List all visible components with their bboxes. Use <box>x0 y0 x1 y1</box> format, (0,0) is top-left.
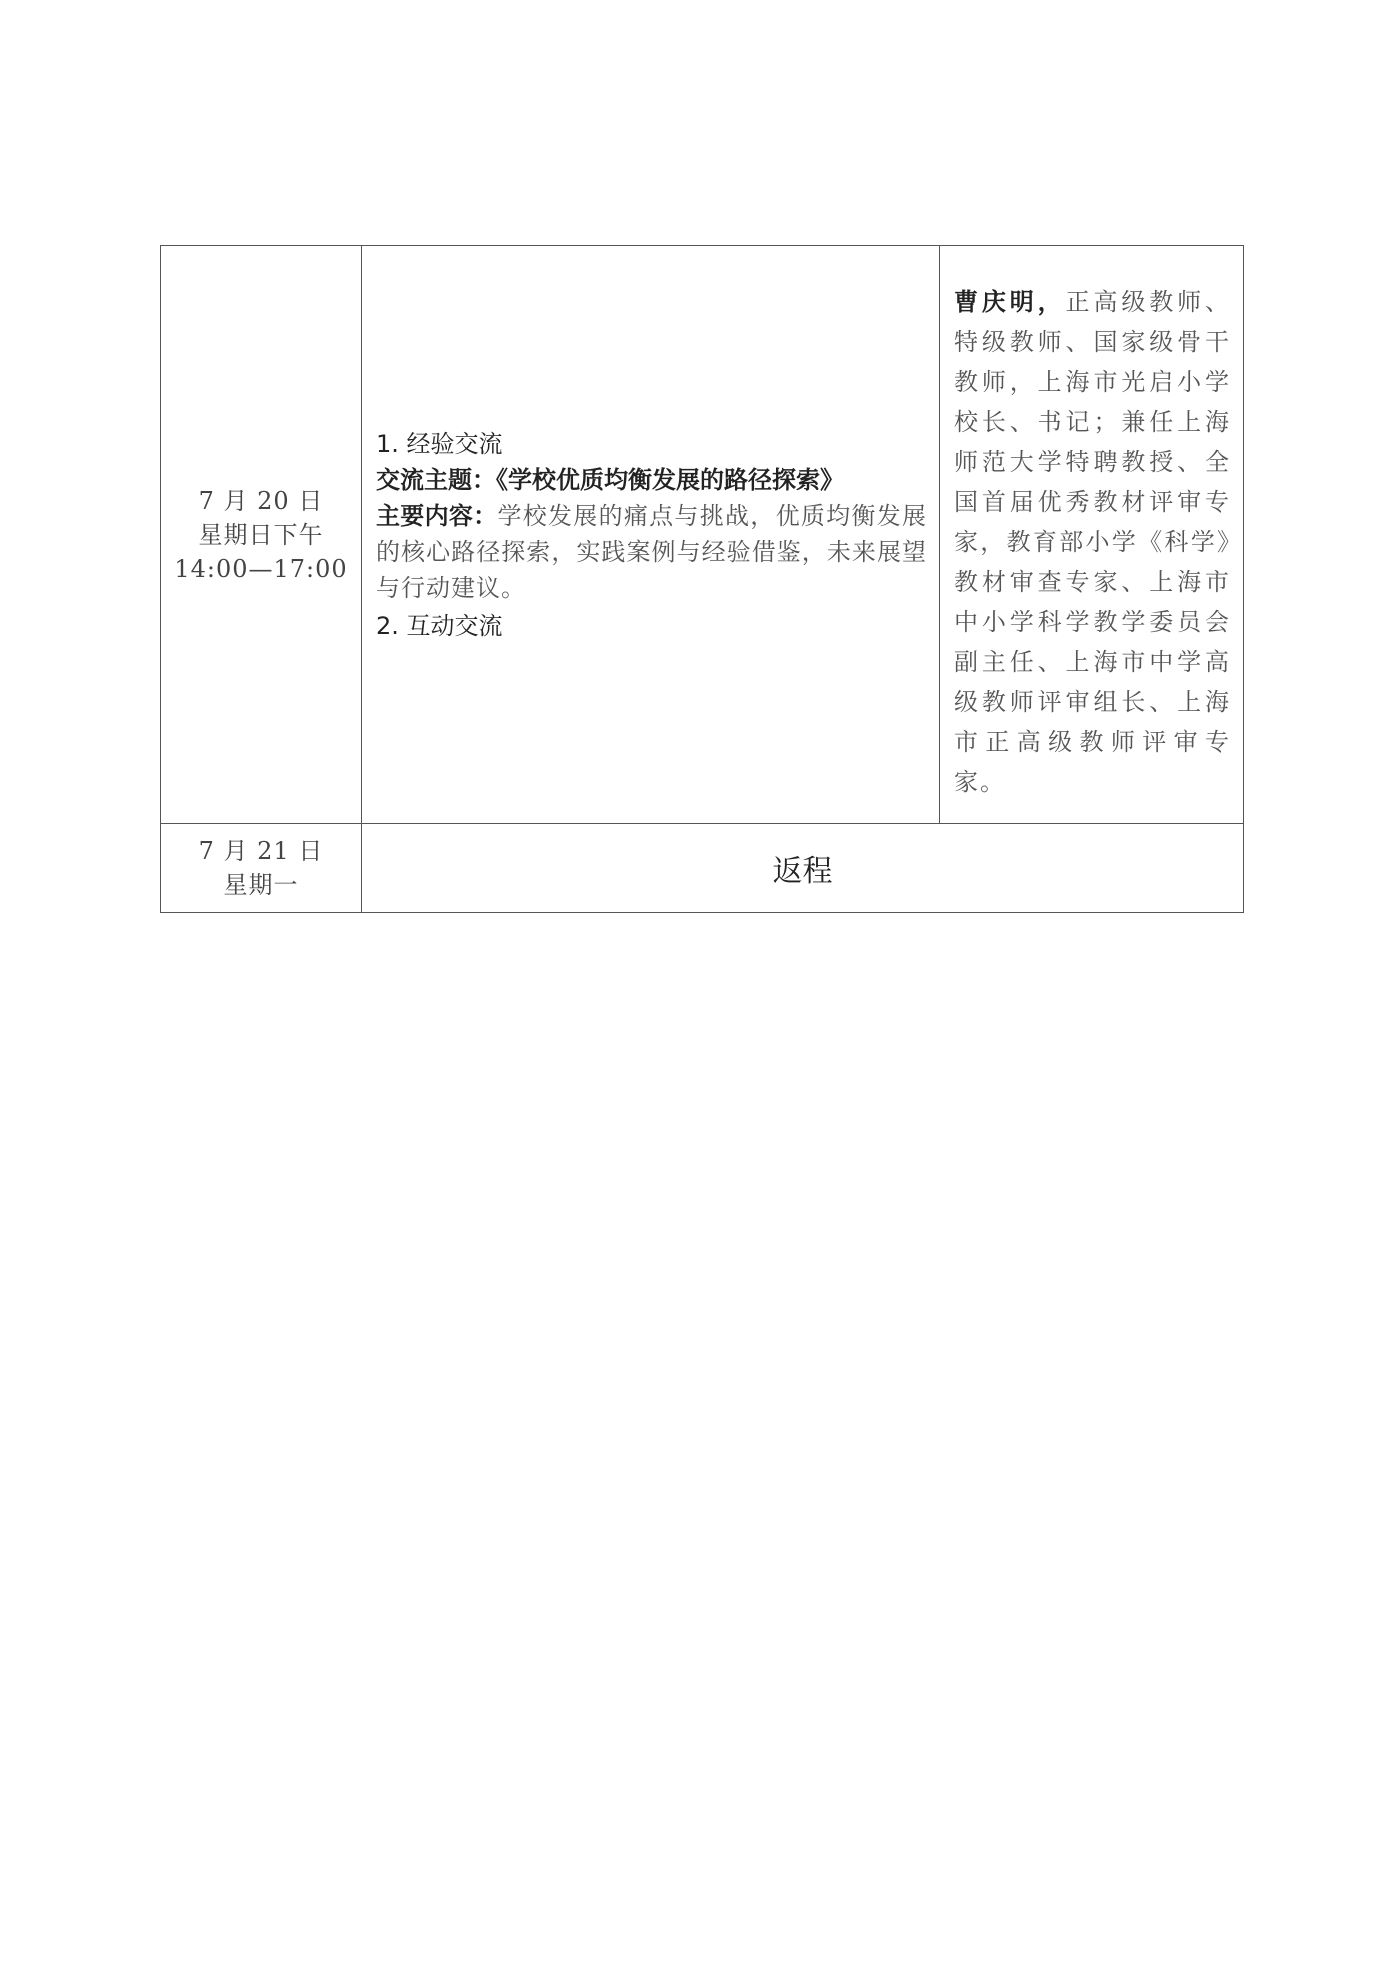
main-label: 主要内容： <box>376 500 498 530</box>
schedule-table <box>160 245 1244 913</box>
main-content-line <box>376 498 927 606</box>
table-row <box>161 824 1244 913</box>
topic-label: 交流主题： <box>376 464 496 494</box>
topic-value: 《学校优质均衡发展的路径探索》 <box>496 464 844 494</box>
weekday-period-text: 星期日下午 <box>198 520 324 549</box>
table-row <box>161 246 1244 824</box>
main-value: 学校发展的痛点与挑战，优质均衡发展的核心路径探索，实践案例与经验借鉴，未来展望与行动建议。 <box>376 501 928 602</box>
time-text: 14:00—17:00 <box>174 554 348 583</box>
item1-heading: 1. 经验交流 <box>376 429 503 458</box>
topic-line <box>376 462 927 498</box>
date-cell <box>161 246 362 824</box>
expert-name: 曹庆明， <box>954 287 1066 316</box>
date-text: 7 月 21 日 <box>198 837 324 865</box>
weekday-text: 星期一 <box>223 871 299 899</box>
content-cell <box>362 246 940 824</box>
item2-heading: 2. 互动交流 <box>376 611 503 640</box>
return-text: 返程 <box>772 854 833 889</box>
expert-bio: 正高级教师、特级教师、国家级骨干教师，上海市光启小学校长、书记；兼任上海师范大学特聘教授、全国首届优秀教材评审专家，教育部小学《科学》教材审查专家、上海市中小学科学教学委员会副主任、上海市中学高级教师评审组长、上海市正高级教师评审专家。 <box>954 288 1232 796</box>
activity-cell <box>362 824 1244 913</box>
date-cell <box>161 824 362 913</box>
expert-cell <box>940 246 1244 824</box>
date-text: 7 月 20 日 <box>198 486 324 515</box>
